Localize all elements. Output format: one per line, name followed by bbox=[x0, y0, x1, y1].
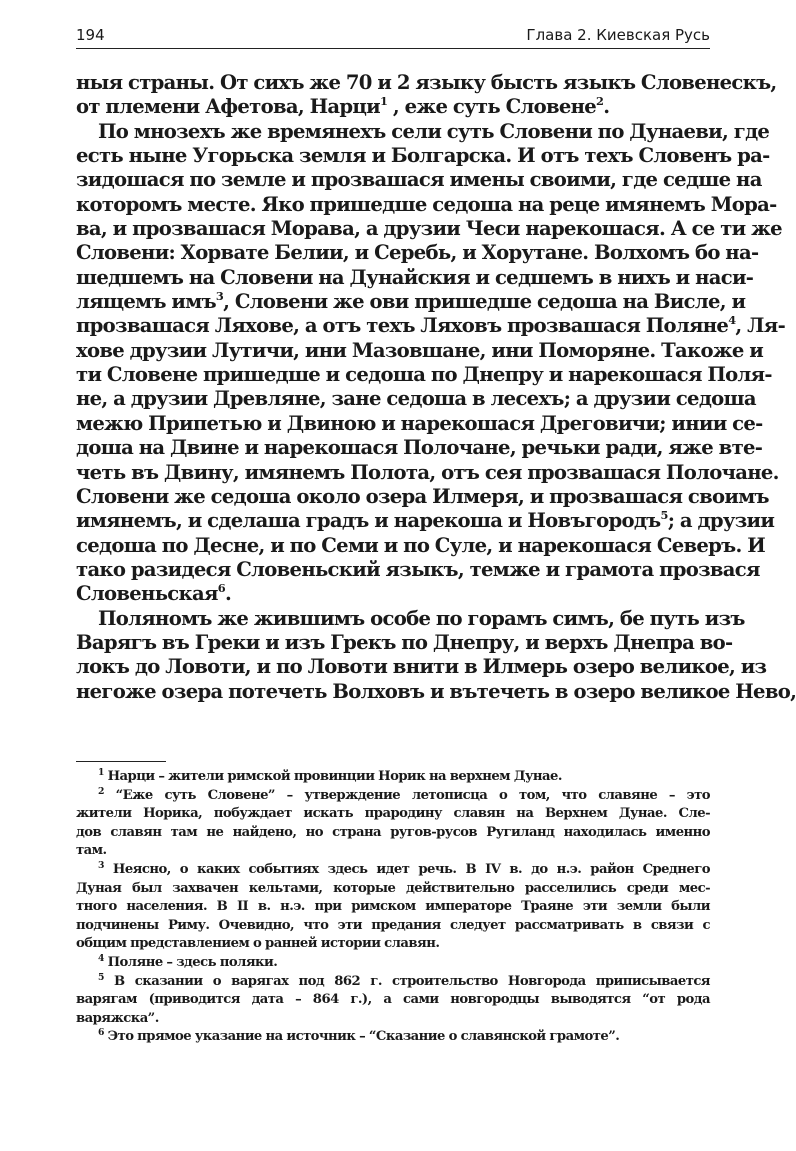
chapter-title: Глава 2. Киевская Русь bbox=[526, 26, 710, 44]
text-run: варягам (приводится дата – 864 г.), а сами новгородцы выводятся “от рода bbox=[76, 992, 710, 1008]
note-ref: 4 bbox=[728, 313, 736, 328]
footnote-line bbox=[76, 898, 710, 917]
text-line bbox=[76, 557, 760, 582]
text-line bbox=[76, 582, 710, 606]
text-line bbox=[76, 387, 756, 411]
text-line bbox=[76, 71, 777, 95]
text-run: есть ныне Угорьска земля и Болгарска. И отъ техъ Словенъ ра- bbox=[76, 144, 770, 168]
text-line bbox=[76, 144, 770, 168]
text-run: от племени Афетова, Нарци bbox=[76, 95, 381, 119]
text-run: подчинены Риму. Очевидно, что эти предания следует рассматривать в связи с bbox=[76, 917, 710, 933]
text-run: . bbox=[224, 582, 232, 606]
note-ref: 1 bbox=[380, 94, 388, 109]
footnote-line bbox=[76, 954, 710, 973]
header-rule bbox=[76, 48, 710, 49]
text-run: лящемъ имъ bbox=[76, 290, 216, 314]
footnote-line bbox=[76, 824, 710, 843]
text-run: . bbox=[603, 95, 610, 119]
text-run: зидошася по земле и прозвашася имены своими, где седше на bbox=[76, 168, 762, 192]
text-line bbox=[76, 508, 775, 533]
text-line bbox=[76, 192, 777, 217]
text-run: которомъ месте. Яко пришедше седоша на реце имянемъ Мора- bbox=[76, 192, 777, 216]
text-run: ва, и прозвашася Морава, а друзии Чеси нарекошася. А се ти же bbox=[76, 217, 782, 241]
text-line bbox=[76, 411, 763, 436]
text-line bbox=[76, 533, 766, 558]
text-run: шедшемъ на Словени на Дунайския и седшемъ в нихъ и наси- bbox=[76, 265, 754, 289]
text-line bbox=[76, 655, 767, 679]
text-run: там. bbox=[76, 843, 107, 859]
page-number: 194 bbox=[76, 26, 105, 44]
note-ref: 3 bbox=[215, 289, 224, 304]
text-run: тако разидеся Словеньский языкъ, темже и грамота прозвася bbox=[76, 557, 760, 581]
text-run: не, а друзии Древляне, зане седоша в лесехъ; а друзии седоша bbox=[76, 387, 756, 411]
text-line bbox=[76, 95, 710, 119]
text-run: дов славян там не найдено, но страна ругов-русов Ругиланд находилась именно bbox=[76, 824, 710, 840]
text-run: “Еже суть Словене” – утверждение летописца о том, что славяне – это bbox=[103, 787, 710, 803]
note-ref: 5 bbox=[660, 508, 668, 523]
text-run: ; а друзии bbox=[667, 509, 775, 533]
footnotes bbox=[76, 768, 710, 1047]
note-ref: 2 bbox=[596, 94, 604, 109]
text-run: Словени же седоша около озера Илмеря, и прозвашася своимъ bbox=[76, 484, 769, 508]
text-run: Варягъ въ Греки и изъ Грекъ по Днепру, и верхъ Днепра во- bbox=[76, 630, 733, 654]
footnote-line bbox=[76, 991, 710, 1010]
text-run: ныя страны. От сихъ же 70 и 2 языку бысть языкъ Словенескъ, bbox=[76, 71, 777, 94]
footnote-rule bbox=[76, 761, 166, 762]
text-line bbox=[76, 289, 746, 314]
text-run: Нарци – жители римской провинции Норик на верхнем Дунае. bbox=[103, 769, 562, 784]
text-line bbox=[76, 436, 763, 460]
text-run: хове друзии Лутичи, ини Мазовшане, ини Поморяне. Такоже и bbox=[76, 338, 764, 362]
text-run: межю Припетью и Двиною и нарекошася Дреговичи; инии се- bbox=[76, 411, 763, 435]
footnote-line bbox=[76, 842, 710, 861]
text-run: Поляне – здесь поляки. bbox=[103, 954, 278, 970]
text-run: , Словени же ови пришедше седоша на Висле, и bbox=[223, 290, 746, 314]
footnote-line bbox=[76, 1010, 710, 1029]
footnote-line bbox=[76, 861, 710, 880]
text-line bbox=[76, 119, 770, 144]
text-run: Дуная был захвачен кельтами, которые действительно расселились среди мес- bbox=[76, 880, 710, 896]
text-line bbox=[76, 241, 759, 265]
note-ref: 6 bbox=[98, 1027, 104, 1039]
footnote-line bbox=[76, 973, 710, 992]
note-ref: 1 bbox=[98, 766, 104, 778]
text-line bbox=[76, 265, 754, 290]
footnote-line bbox=[76, 787, 710, 806]
text-run: Словеньская bbox=[76, 582, 218, 606]
text-line bbox=[76, 338, 764, 363]
footnote-line bbox=[76, 768, 710, 787]
text-run: негоже озера потечеть Волховъ и вътечеть в озеро великое Нево, bbox=[76, 679, 796, 703]
text-run: седоша по Десне, и по Семи и по Суле, и нарекошася Северъ. И bbox=[76, 533, 766, 557]
text-run: Словени: Хорвате Белии, и Серебь, и Хорутане. Волхомъ бо на- bbox=[76, 241, 759, 265]
main-text bbox=[76, 71, 796, 704]
text-line bbox=[76, 484, 769, 509]
text-run: ти Словене пришедше и седоша по Днепру и нарекошася Поля- bbox=[76, 363, 772, 387]
footnote-line bbox=[76, 880, 710, 899]
text-line bbox=[76, 168, 762, 192]
text-run: , еже суть Словене bbox=[387, 95, 597, 119]
note-ref: 2 bbox=[98, 785, 104, 797]
text-run: Это прямое указание на источник – “Сказание о славянской грамоте”. bbox=[103, 1029, 620, 1045]
running-header bbox=[76, 22, 710, 48]
text-run: локъ до Ловоти, и по Ловоти внити в Илмерь озеро великое, из bbox=[76, 655, 767, 679]
note-ref: 4 bbox=[98, 952, 104, 964]
text-run: четь въ Двину, имянемъ Полота, отъ сея прозвашася Полочане. bbox=[76, 460, 779, 484]
text-run: Поляномъ же жившимъ особе по горамъ симъ, бе путь изъ bbox=[98, 606, 745, 630]
text-run: По мнозехъ же времянехъ сели суть Словени по Дунаеви, где bbox=[98, 119, 770, 143]
text-run: прозвашася Ляхове, а отъ техъ Ляховъ прозвашася Поляне bbox=[76, 314, 729, 338]
text-run: доша на Двине и нарекошася Полочане, речьки ради, яже вте- bbox=[76, 436, 763, 460]
text-run: В сказании о варягах под 862 г. строительство Новгорода приписывается bbox=[103, 973, 710, 989]
text-line bbox=[76, 217, 782, 241]
text-run: Неясно, о каких событиях здесь идет речь. В IV в. до н.э. район Среднего bbox=[103, 861, 710, 877]
note-ref: 3 bbox=[98, 859, 104, 871]
text-line bbox=[76, 606, 745, 631]
text-run: жители Норика, побуждает искать прародину славян на Верхнем Дунае. Сле- bbox=[76, 806, 710, 822]
footnote-line bbox=[76, 805, 710, 824]
text-line bbox=[76, 363, 772, 387]
text-line bbox=[76, 313, 785, 338]
footnote-line bbox=[76, 917, 710, 936]
footnote-line bbox=[76, 1028, 710, 1047]
text-run: имянемъ, и сделаша градъ и нарекоша и Новъгородъ bbox=[76, 509, 661, 533]
text-run: варяжска”. bbox=[76, 1010, 159, 1026]
text-line bbox=[76, 679, 796, 704]
note-ref: 5 bbox=[98, 971, 104, 983]
note-ref: 6 bbox=[217, 581, 225, 596]
text-line bbox=[76, 630, 733, 655]
footnote-line bbox=[76, 935, 710, 954]
text-line bbox=[76, 460, 779, 485]
text-run: общим представлением о ранней истории славян. bbox=[76, 936, 440, 952]
text-run: тного населения. В II в. н.э. при римском императоре Траяне эти земли были bbox=[76, 899, 710, 915]
text-run: , Ля- bbox=[735, 314, 785, 338]
